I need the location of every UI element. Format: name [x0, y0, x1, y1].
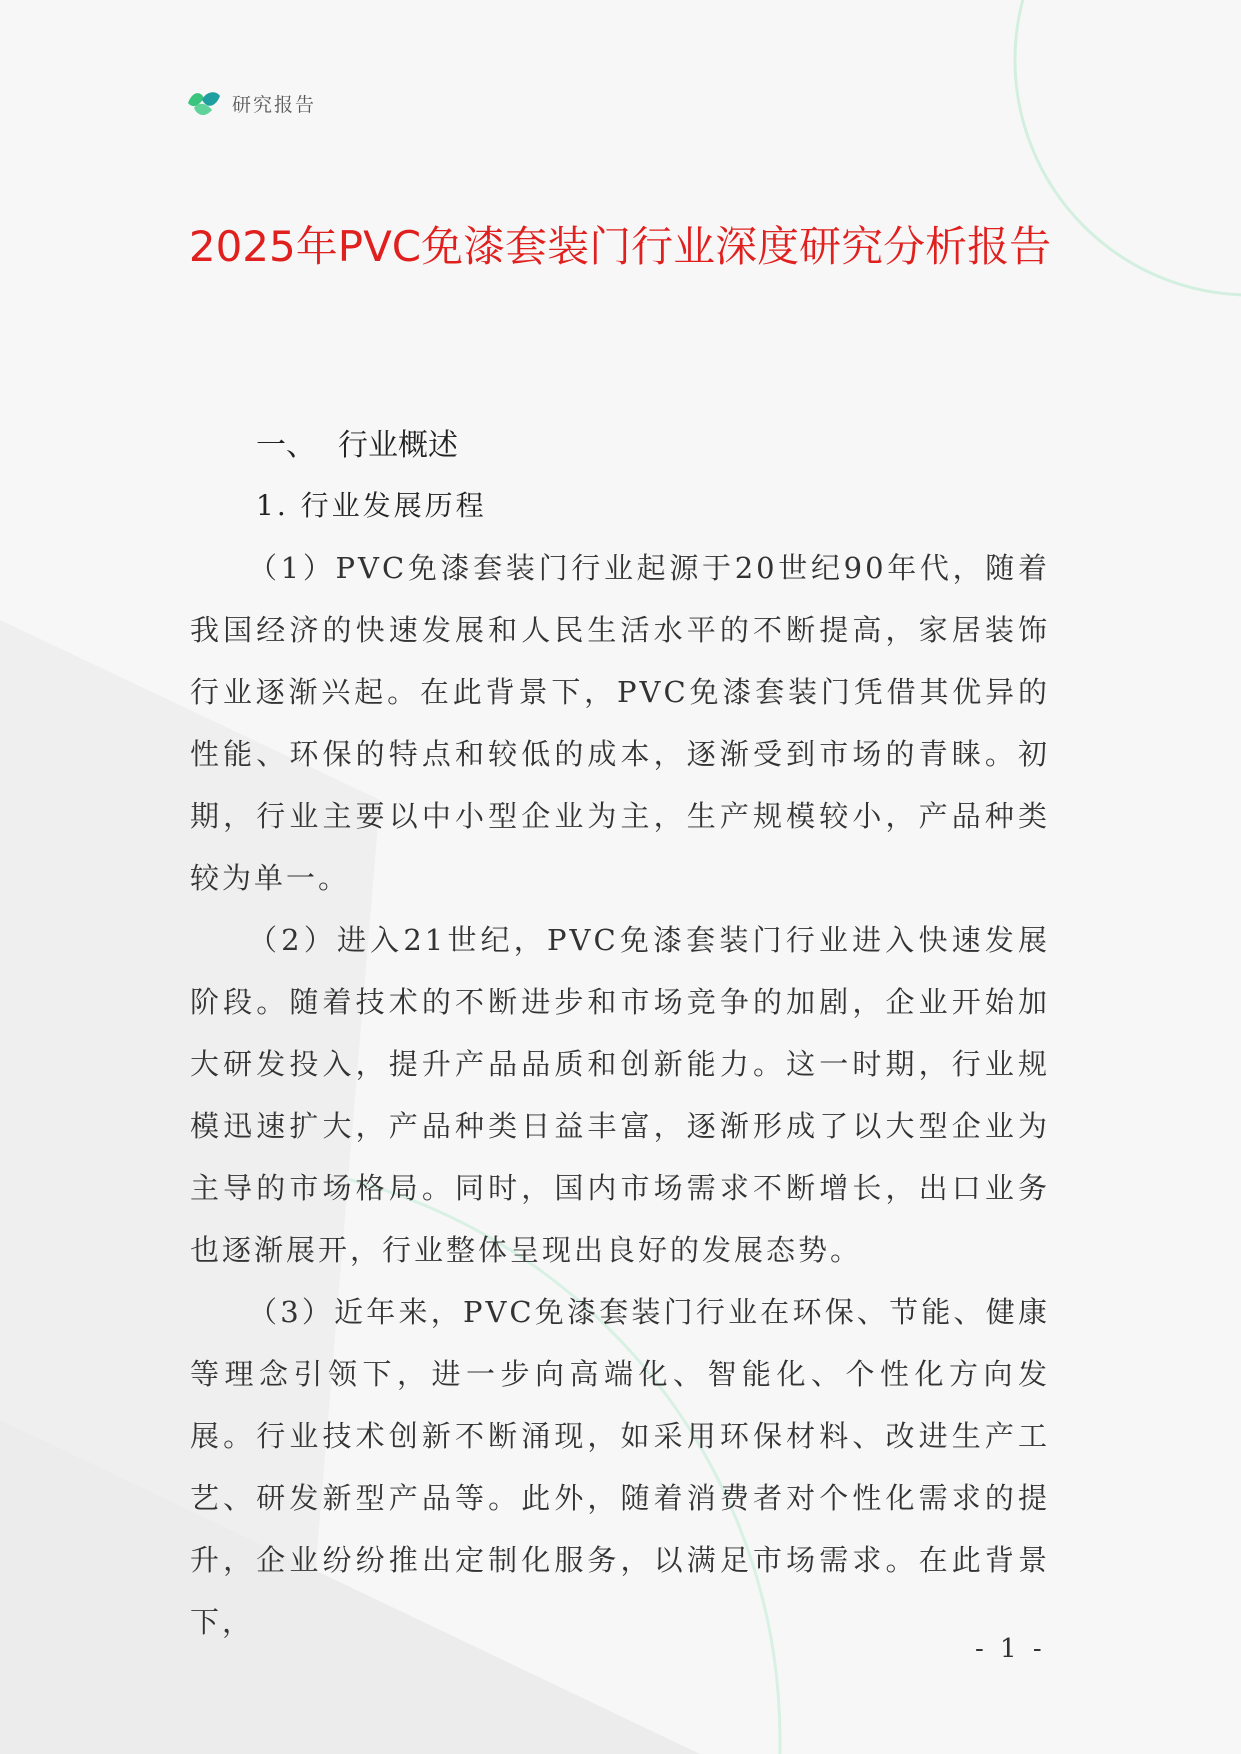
page-number: - 1 - [975, 1634, 1046, 1664]
section-number: 一、 [256, 428, 316, 463]
paragraph-2: （2）进入21世纪，PVC免漆套装门行业进入快速发展阶段。随着技术的不断进步和市场竞争的加剧，企业开始加大研发投入，提升产品品质和创新能力。这一时期，行业规模迅速扩大，产品种类日益丰富，逐渐形成了以大型企业为主导的市场格局。同时，国内市场需求不断增长，出口业务也逐渐展开，行业整体呈现出良好的发展态势。 [190, 923, 1050, 1267]
section-title: 行业概述 [338, 428, 458, 463]
leaf-logo-icon [186, 88, 222, 118]
page-header [186, 88, 316, 118]
document-title: 2025年PVC免漆套装门行业深度研究分析报告 [188, 222, 1052, 271]
body-text [190, 537, 1050, 1653]
header-brand-label: 研究报告 [232, 93, 317, 116]
paragraph-1: （1）PVC免漆套装门行业起源于20世纪90年代，随着我国经济的快速发展和人民生活水平的不断提高，家居装饰行业逐渐兴起。在此背景下，PVC免漆套装门凭借其优异的性能、环保的特点和较低的成本，逐渐受到市场的青睐。初期，行业主要以中小型企业为主，生产规模较小，产品种类较为单一。 [190, 551, 1050, 895]
section-heading [256, 420, 458, 464]
subsection-heading: 1. 行业发展历程 [256, 489, 487, 522]
paragraph-3: （3）近年来，PVC免漆套装门行业在环保、节能、健康等理念引领下，进一步向高端化、智能化、个性化方向发展。行业技术创新不断涌现，如采用环保材料、改进生产工艺、研发新型产品等。此外，随着消费者对个性化需求的提升，企业纷纷推出定制化服务，以满足市场需求。在此背景下， [190, 1295, 1050, 1639]
